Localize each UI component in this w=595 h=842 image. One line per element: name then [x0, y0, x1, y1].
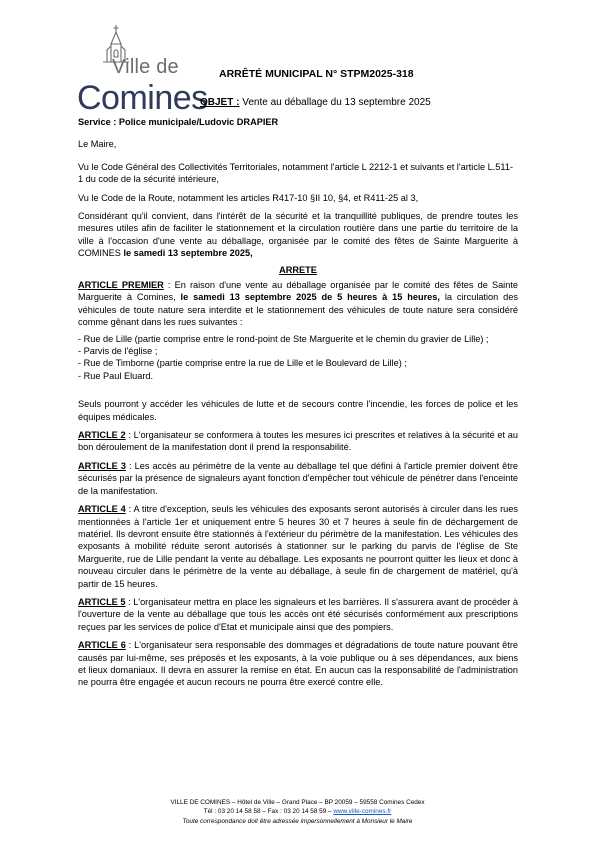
objet-label: OBJET :: [200, 97, 240, 108]
article-premier-text-a: : En raison d'une vente au déballage organisée par le comité des fêtes de Sainte Marguerite à Comines,: [78, 280, 518, 303]
article-premier: [78, 279, 518, 329]
article-5-label: ARTICLE 5: [78, 596, 126, 607]
article-2-text: : L'organisateur se conformera à toutes les mesures ici prescrites et relatives à la sécurité et au bon déroulement de la manifestation dont il prend la responsabilité.: [78, 430, 518, 453]
vu-cgct: Vu le Code Général des Collectivités Territoriales, notamment l'article L 2212-1 et suivants et l'article L.511-1 du code de la sécurité intérieure,: [78, 161, 514, 185]
objet-text: Vente au déballage du 13 septembre 2025: [239, 97, 431, 108]
article-4-text: : A titre d'exception, seuls les véhicules des exposants seront autorisés à circuler dans les rues mentionnées à l'article 1er et uniquement entre 5 heures 30 et 7 heures à seule fin de déchargement de matériel. Ils devront ensuite être stationnés à l'extérieur du périmètre de la manifestation. Les véhicules des exposants à mobilité réduite seront autorisés à stationner sur le parking du parvis de l'église de Ste Marguerite, rue de Lille pendant la vente au déballage. Les exposants ne pourront quitter les lieux et donc à nouveau circuler dans le périmètre de la vente au déballage, à seule fin de chargement de matériel, qu'à partir de 15 heures.: [78, 504, 518, 589]
seuls-pourront: Seuls pourront y accéder les véhicules de lutte et de secours contre l'incendie, les forces de police et les équipes médicales.: [78, 399, 518, 422]
article-4: [78, 503, 518, 590]
list-item: - Rue de Timborne (partie comprise entre la rue de Lille et le Boulevard de Lille) ;: [78, 358, 407, 369]
considerant-date: le samedi 13 septembre 2025,: [123, 248, 253, 259]
considerant-text: Considérant qu'il convient, dans l'intérêt de la sécurité et la tranquillité publiques, de prendre toutes les mesures utiles afin de faciliter le stationnement et la circulation routière dans une partie du territoire de la ville à l'occasion d'une vente au déballage, organisée par le comité des fêtes de Sainte Marguerite à COMINES: [78, 211, 518, 259]
footer-phone-fax: Tél : 03 20 14 58 58 – Fax : 03 20 14 58 59 –: [203, 808, 334, 815]
article-2: [78, 429, 518, 454]
article-3-label: ARTICLE 3: [78, 460, 126, 471]
article-4-label: ARTICLE 4: [78, 504, 126, 515]
article-premier-label: ARTICLE PREMIER: [78, 280, 164, 290]
article-6-label: ARTICLE 6: [78, 640, 126, 651]
article-premier-text-b: la circulation des véhicules de toute nature sera interdite et le stationnement des véhicules de toute nature sera considéré comme gênant dans les rues suivantes :: [78, 292, 518, 328]
article-3: [78, 460, 518, 497]
service-line: Service : Police municipale/Ludovic DRAPIER: [78, 117, 279, 127]
considerant: [78, 210, 518, 260]
article-3-text: : Les accès au périmètre de la vente au déballage tel que défini à l'article premier doivent être sécurisés par la présence de signaleurs ayant fonction d'empêcher tout véhicule de pénétrer dans l'enceinte de la manifestation.: [78, 460, 518, 496]
city-logo: [72, 24, 208, 117]
website-link[interactable]: www.ville-comines.fr: [333, 808, 392, 815]
page-title: ARRÊTÉ MUNICIPAL N° STPM2025-318: [219, 68, 414, 80]
street-list: [78, 333, 518, 383]
article-2-label: ARTICLE 2: [78, 430, 126, 441]
logo-ville-text: Ville de: [112, 56, 179, 78]
article-6: [78, 639, 518, 689]
footer-contact: [0, 808, 595, 815]
logo-comines-text: Comines: [77, 79, 208, 117]
article-5: [78, 596, 518, 633]
article-premier-date: le samedi 13 septembre 2025 de 5 heures à 15 heures,: [180, 292, 440, 303]
footer-address: VILLE DE COMINES – Hôtel de Ville – Grand Place – BP 20059 – 59558 Comines Cedex: [170, 799, 425, 806]
list-item: - Rue Paul Eluard.: [78, 370, 154, 381]
articles: [78, 279, 518, 689]
list-item: - Rue de Lille (partie comprise entre le rond-point de Ste Marguerite et le chemin du gravier de Lille) ;: [78, 333, 489, 344]
list-item: - Parvis de l'église ;: [78, 346, 158, 357]
vu-code-route: Vu le Code de la Route, notamment les articles R417-10 §II 10, §4, et R411-25 al 3,: [78, 192, 419, 203]
le-maire: Le Maire,: [78, 139, 117, 150]
footer-note: Toute correspondance doit être adressée impersonnellement à Monsieur le Maire: [182, 818, 413, 825]
article-6-text: : L'organisateur sera responsable des dommages et dégradations de toute nature pouvant être causés par lui-même, ses préposés et les exposants, à la voie publique ou à ses dépendances, aux biens et lieux domaniaux. Il devra en assurer la remise en état. En aucun cas la responsabilité de l'administration ne pourra être engagée et aucun recours ne pourra être exercé contre elle.: [78, 640, 518, 688]
objet-line: [200, 97, 431, 108]
arrete-heading: ARRETE: [279, 264, 317, 275]
preamble: [78, 116, 518, 276]
article-5-text: : L'organisateur mettra en place les signaleurs et les barrières. Il s'assurera avant de procéder à l'ouverture de la vente au déballage que tous les accès ont été sécurisés conformément aux prescriptions reçues par les services de police d'Etat et municipale ainsi que des pompiers.: [78, 596, 518, 632]
